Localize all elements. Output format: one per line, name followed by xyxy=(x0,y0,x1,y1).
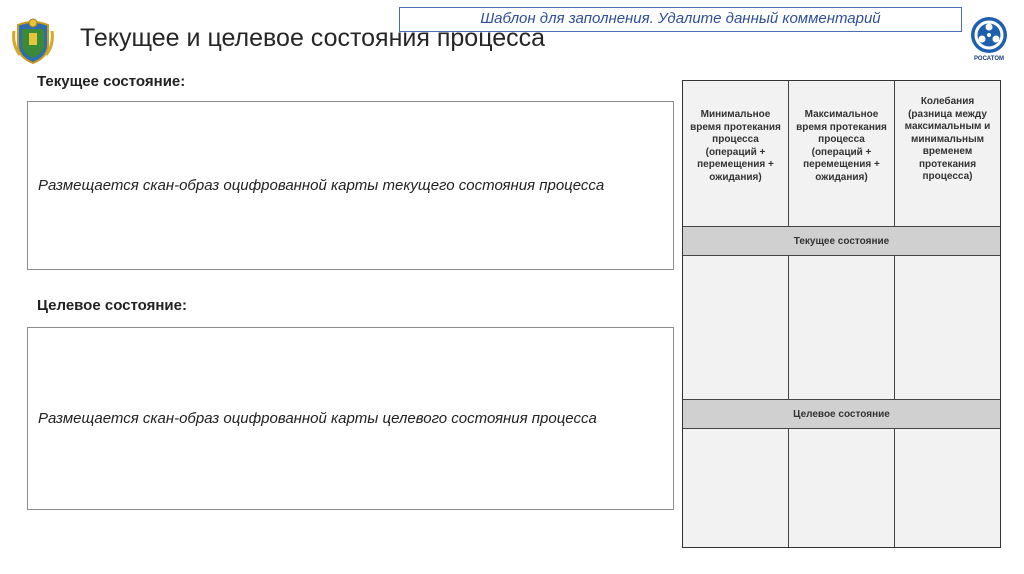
header-variation: Колебания (разница между максимальным и минимальным временем протекания процесса) xyxy=(904,96,991,182)
target-state-scan-area[interactable] xyxy=(27,327,674,510)
section-target-state: Целевое состояние xyxy=(683,400,1000,429)
page-title: Текущее и целевое состояния процесса xyxy=(80,24,546,52)
header-min-time: Минимальное время протекания процесса (операций + перемещения + ожидания) xyxy=(683,81,789,226)
table-header-row xyxy=(683,81,1000,227)
current-min-cell[interactable] xyxy=(683,256,789,399)
target-min-cell[interactable] xyxy=(683,429,789,547)
current-variation-cell[interactable] xyxy=(895,256,1000,399)
logo-text: РОСАТОМ xyxy=(974,56,1004,62)
target-state-label: Целевое состояние: xyxy=(37,297,187,314)
header-max-time: Максимальное время протекания процесса (операций + перемещения + ожидания) xyxy=(789,81,895,226)
current-state-placeholder: Размещается скан-образ оцифрованной карты текущего состояния процесса xyxy=(38,177,605,194)
process-time-table xyxy=(682,80,1001,548)
regional-emblem-icon xyxy=(12,15,54,65)
rosatom-logo-icon xyxy=(966,15,1012,55)
table-row xyxy=(683,256,1000,400)
current-max-cell[interactable] xyxy=(789,256,895,399)
table-row xyxy=(683,429,1000,547)
rosatom-logo xyxy=(966,15,1012,65)
current-state-label: Текущее состояние: xyxy=(37,73,186,90)
current-state-scan-area[interactable] xyxy=(27,101,674,270)
target-variation-cell[interactable] xyxy=(895,429,1000,547)
target-state-placeholder: Размещается скан-образ оцифрованной карты целевого состояния процесса xyxy=(38,410,597,427)
target-max-cell[interactable] xyxy=(789,429,895,547)
template-comment[interactable]: Шаблон для заполнения. Удалите данный комментарий xyxy=(399,7,962,32)
section-current-state: Текущее состояние xyxy=(683,227,1000,256)
